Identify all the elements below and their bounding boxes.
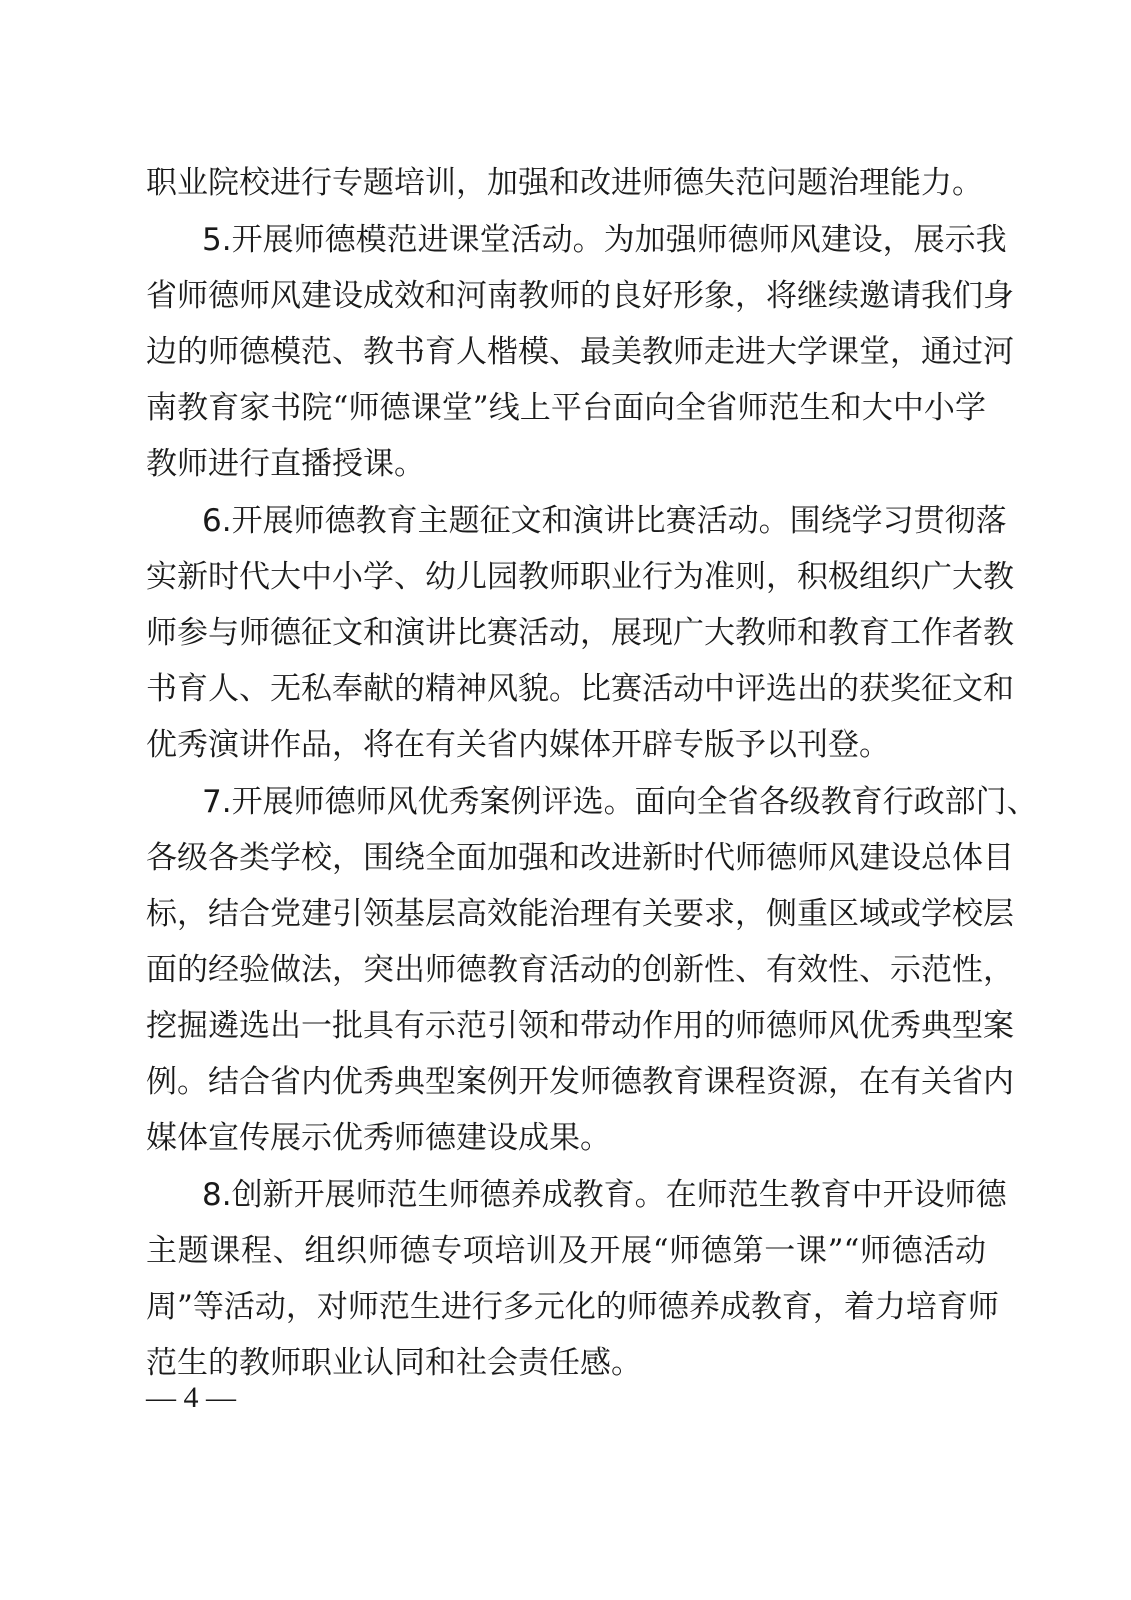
- text-line: 例。结合省内优秀典型案例开发师德教育课程资源，在有关省内: [146, 1064, 1014, 1100]
- text-line: 范生的教师职业认同和社会责任感。: [146, 1345, 642, 1381]
- item-8-heading: 8.创新开展师范生师德养成教育。: [202, 1177, 666, 1213]
- text-line: 职业院校进行专题培训，加强和改进师德失范问题治理能力。: [146, 165, 983, 201]
- item-8-text: 在师范生教育中开设师德: [665, 1177, 1007, 1213]
- paragraph-8-first-line: [202, 1167, 1007, 1223]
- page-number: — 4 —: [146, 1381, 236, 1414]
- text-line: 省师德师风建设成效和河南教师的良好形象，将继续邀请我们身: [146, 278, 1014, 314]
- text-line: 挖掘遴选出一批具有示范引领和带动作用的师德师风优秀典型案: [146, 1008, 1014, 1044]
- text-line: 教师进行直播授课。: [146, 446, 425, 482]
- text-line: 面的经验做法，突出师德教育活动的创新性、有效性、示范性，: [146, 952, 1014, 988]
- item-6-text: 围绕学习贯彻落: [789, 503, 1007, 539]
- text-line: 标，结合党建引领基层高效能治理有关要求，侧重区域或学校层: [146, 896, 1014, 932]
- text-line: 主题课程、组织师德专项培训及开展“师德第一课”“师德活动: [146, 1233, 986, 1269]
- paragraph-5-first-line: [202, 212, 1007, 268]
- text-line: 周”等活动，对师范生进行多元化的师德养成教育，着力培育师: [146, 1289, 999, 1325]
- text-line: 各级各类学校，围绕全面加强和改进新时代师德师风建设总体目: [146, 840, 1014, 876]
- item-7-text: 面向全省各级教育行政部门、: [634, 784, 1038, 820]
- text-line: 实新时代大中小学、幼儿园教师职业行为准则，积极组织广大教: [146, 559, 1014, 595]
- text-line: 媒体宣传展示优秀师德建设成果。: [146, 1120, 611, 1156]
- item-5-text: 为加强师德师风建设，展示我: [603, 222, 1007, 258]
- text-line: 师参与师德征文和演讲比赛活动，展现广大教师和教育工作者教: [146, 615, 1014, 651]
- item-7-heading: 7.开展师德师风优秀案例评选。: [202, 784, 635, 820]
- paragraph-6-first-line: [202, 493, 1007, 549]
- text-line: 优秀演讲作品，将在有关省内媒体开辟专版予以刊登。: [146, 727, 890, 763]
- item-5-heading: 5.开展师德模范进课堂活动。: [202, 222, 604, 258]
- paragraph-7-first-line: [202, 774, 1038, 830]
- text-line: 南教育家书院“师德课堂”线上平台面向全省师范生和大中小学: [146, 390, 986, 426]
- item-6-heading: 6.开展师德教育主题征文和演讲比赛活动。: [202, 503, 790, 539]
- text-line: 书育人、无私奉献的精神风貌。比赛活动中评选出的获奖征文和: [146, 671, 1014, 707]
- text-line: 边的师德模范、教书育人楷模、最美教师走进大学课堂，通过河: [146, 334, 1014, 370]
